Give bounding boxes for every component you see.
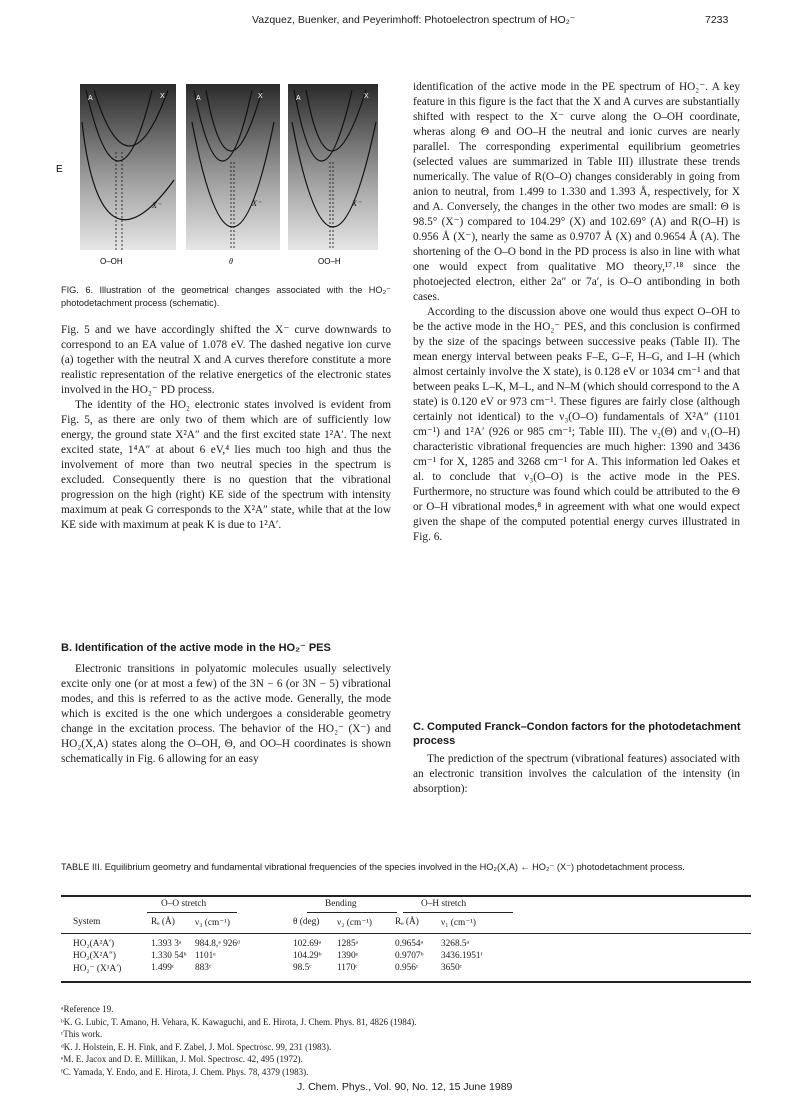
table-header: ν₂ (cm⁻¹) — [337, 918, 373, 928]
footnote: ᵉM. E. Jacox and D. E. Millikan, J. Mol. Spectrosc. 42, 495 (1972). — [61, 1054, 303, 1064]
table-footnotes — [61, 1003, 751, 1078]
panel3-label-xm: X⁻ — [352, 199, 362, 208]
table-group-bending: Bending — [325, 899, 357, 909]
section-heading-b: B. Identification of the active mode in the HO₂⁻ PES — [61, 642, 331, 654]
panel1-label-xm: X⁻ — [152, 201, 162, 210]
table-cell: HO₂⁻ (X¹A′) — [73, 964, 122, 974]
panel2-label-xm: X⁻ — [252, 199, 262, 208]
panel3-xlabel: OO–H — [318, 257, 341, 266]
table-cell: 0.9654ᵃ — [395, 939, 424, 949]
table-header: θ (deg) — [293, 917, 320, 927]
table-cell: 1390ᵉ — [337, 951, 358, 961]
table-cell: 1285ᵃ — [337, 939, 359, 949]
table-cell: 3650ᶜ — [441, 963, 462, 973]
table-header: ν₃ (cm⁻¹) — [195, 918, 231, 928]
footnote: ᵇK. G. Lubic, T. Amano, H. Vehara, K. Kawaguchi, and E. Hirota, J. Chem. Phys. 81, 4826 (1984). — [61, 1016, 417, 1027]
table-cell: HO₂(X²A″) — [73, 951, 116, 961]
panel2-label-a: A — [196, 95, 201, 102]
footnote: ᵈK. J. Holstein, E. H. Fink, and F. Zabel, J. Mol. Spectrosc. 99, 231 (1983). — [61, 1041, 332, 1052]
table-cell: 1170ᶜ — [337, 963, 358, 973]
table-cell: 984.8,ᵃ 926ᵈ — [195, 939, 240, 949]
figure-panel-theta — [186, 84, 280, 266]
table-cell: 104.29ᵇ — [293, 951, 322, 961]
table-cell: 1.499ᶜ — [151, 963, 175, 973]
page-number: 7233 — [705, 14, 729, 26]
right-column-top — [413, 80, 740, 545]
table-cell: 0.956ᶜ — [395, 963, 419, 973]
paragraph: Fig. 5 and we have accordingly shifted the X⁻ curve downwards to correspond to an EA value of 1.078 eV. The dashed negative ion curve (a) together with the neutral X and A curves therefore constitute a more realistic representation of the relative energetics of the electronic states involved in the HO₂⁻ PD process. — [61, 324, 391, 396]
table-cell: 3436.1951ᶠ — [441, 951, 483, 961]
table-cell: 0.9707ᵇ — [395, 951, 424, 961]
figure-panel-o-oh — [80, 84, 176, 266]
left-column-bottom — [61, 662, 391, 767]
table-cell: 3268.5ᵃ — [441, 939, 470, 949]
panel2-xlabel: θ — [229, 257, 233, 266]
table-cell: 98.5ᶜ — [293, 963, 312, 973]
table-iii — [61, 895, 751, 995]
running-title: Vazquez, Buenker, and Peyerimhoff: Photoelectron spectrum of HO₂⁻ — [252, 14, 576, 26]
panel3-label-a: A — [296, 95, 301, 102]
left-column-top — [61, 323, 391, 533]
table-header: Rₑ (Å) — [151, 917, 175, 927]
paragraph: According to the discussion above one would thus expect O–OH to be the active mode in the HO₂⁻ PES, and this conclusion is confirmed by the size of the spacings between successive peaks (Table II). The mean energy interval between peaks F–E, G–F, H–G, and I–H (which almost certainly involve the X state), is 0.128 eV or 1034 cm⁻¹ and that between peaks L–K, M–L, and N–M (which should correspond to the A state) is 0.120 eV or 973 cm⁻¹. These figures are fairly close (although certainly not identical) to the ν₃(O–O) fundamentals of X²A″ (1101 cm⁻¹) and 1²A′ (926 or 985 cm⁻¹; Table III). The ν₂(Θ) and ν₁(O–H) characteristic vibrational frequencies are much higher: 1390 and 3436 cm⁻¹ for X, 1285 and 3268 cm⁻¹ for A. This information led Oakes et al. to conclude that ν₃(O–O) is the active mode in the PES. Furthermore, no structure was found which could be attributed to the Θ or O–H vibrational modes,⁸ in agreement with what one would expect given the shape of the computed potential energy curves illustrated in Fig. 6. — [413, 306, 740, 543]
panel1-xlabel: O–OH — [100, 257, 123, 266]
paragraph: The identity of the HO₂ electronic states involved is evident from Fig. 5, as there are only two of them which are of sufficiently low energy, the ground state X²A″ and the first excited state 1²A′. The next excited state, 1⁴A″ at about 6 eV,⁴ lies much too high and thus the involvement of more than two neutral species in the spectrum is excluded. Consequently there is no question that the vibrational progression on the high (right) KE side of the spectrum with intensity maximum at peak G corresponds to the X²A″ state, while that at the low KE side with maximum at peak K is due to 1²A′. — [61, 399, 391, 531]
table-cell: 1101ᵉ — [195, 951, 216, 961]
panel3-label-x: X — [364, 93, 369, 100]
footnote: ᵃReference 19. — [61, 1004, 114, 1014]
table-cell: 883ᶜ — [195, 963, 212, 973]
table-header: Rₑ (Å) — [395, 917, 419, 927]
footnote: ᶠC. Yamada, Y. Endo, and E. Hirota, J. Chem. Phys. 78, 4379 (1983). — [61, 1066, 309, 1077]
right-column-bottom — [413, 752, 740, 797]
paragraph: identification of the active mode in the PE spectrum of HO₂⁻. A key feature in this figure is the fact that the X and A curves are substantially shifted with respect to the X⁻ curve along the O–OH coordinate, wheras along Θ and OO–H the neutral and ionic curves are nearly parallel. The corresponding experimental equilibrium geometries (selected values are summarized in Table III) illustrate these trends numerically. The value of R(O–O) changes considerably in going from anion to neutral, from 1.499 to 1.330 and 1.393 Å, respectively, for X and A. Conversely, the changes in the other two modes are small: Θ is 98.5° (X⁻) compared to 104.29° (X) and 102.69° (A) and R(O–H) is 0.956 Å (X⁻), nearly the same as 0.9707 Å (X) and 0.9654 Å (A). The shortening of the O–O bond in the PD process is also in line with what one would expect from qualitative MO theory,¹⁷˒¹⁸ since the photoejected electron, either 2a″ or 7a′, is O–O antibonding in both cases. — [413, 81, 740, 303]
figure-6 — [56, 82, 390, 268]
figure-panel-oo-h — [288, 84, 378, 266]
figure-caption: FIG. 6. Illustration of the geometrical changes associated with the HO₂⁻ photodetachment process (schematic). — [61, 285, 391, 308]
table-header: ν₁ (cm⁻¹) — [441, 918, 477, 928]
table-header: System — [73, 917, 101, 927]
table-cell: 1.393 3ᵃ — [151, 939, 182, 949]
running-header — [0, 14, 797, 30]
footnote: ᶜThis work. — [61, 1029, 103, 1039]
table-group-oo: O–O stretch — [161, 899, 207, 909]
paragraph: Electronic transitions in polyatomic molecules usually selectively excite only one (or at most a few) of the 3N − 6 (or 3N − 5) vibrational modes, and this is referred to as the active mode. Generally, the mode which is excited is the one which undergoes a considerable geometry change in the excitation process. The behavior of the HO₂⁻ (X⁻) and HO₂(X,A) states along the O–OH, Θ, and OO–H coordinates is shown schematically in Fig. 6 allowing for an easy — [61, 663, 391, 765]
paragraph: The prediction of the spectrum (vibrational features) associated with an electronic transition involves the calculation of the intensity (in absorption): — [413, 753, 740, 795]
table-cell: 1.330 54ᵇ — [151, 951, 187, 961]
table-cell: HO₂(A²A′) — [73, 939, 115, 949]
journal-footer: J. Chem. Phys., Vol. 90, No. 12, 15 June 1989 — [297, 1081, 513, 1093]
table-group-oh: O–H stretch — [421, 899, 467, 909]
panel1-label-x: X — [160, 93, 165, 100]
section-heading-c: C. Computed Franck–Condon factors for the photodetachment process — [413, 721, 741, 747]
energy-axis-label: E — [56, 164, 63, 175]
panel2-label-x: X — [258, 93, 263, 100]
table-caption: TABLE III. Equilibrium geometry and fundamental vibrational frequencies of the species involved in the HO₂(X,A) ← HO₂⁻ (X⁻) photodetachment process. — [61, 862, 685, 872]
figure-6-graphic — [56, 82, 390, 268]
table-cell: 102.69ᵃ — [293, 939, 322, 949]
panel1-label-a: A — [88, 95, 93, 102]
